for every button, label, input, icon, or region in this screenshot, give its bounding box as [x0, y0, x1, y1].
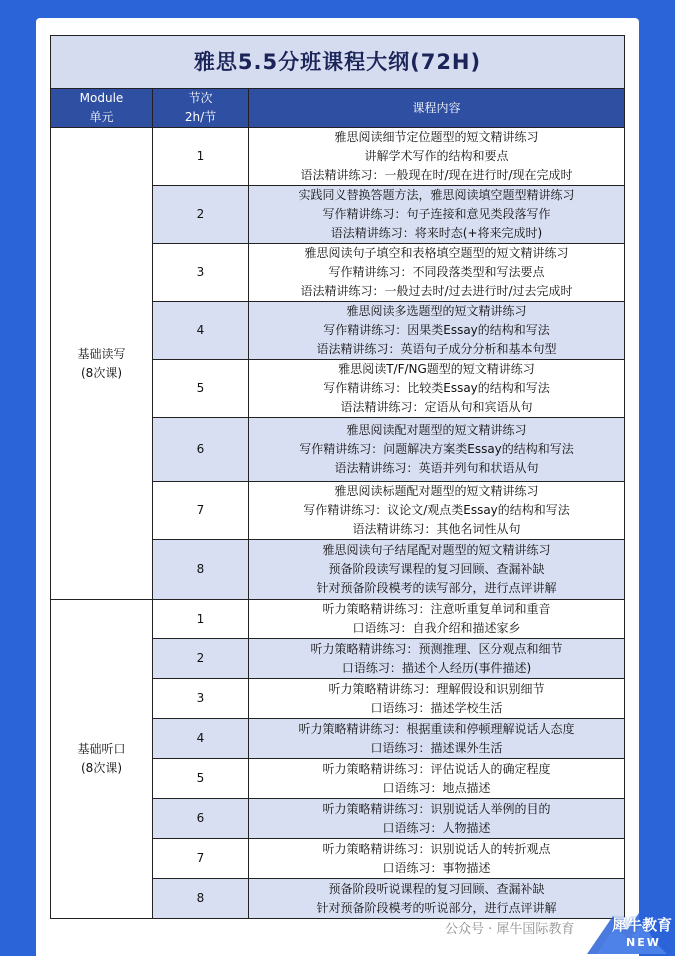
content-line: 写作精讲练习：问题解决方案类Essay的结构和写法	[299, 442, 574, 456]
syllabus-table	[50, 35, 625, 919]
content-line: 口语练习：事物描述	[382, 860, 491, 875]
session-header-unit: 2h/节	[184, 110, 217, 124]
content-line: 预备阶段听说课程的复习回顾、查漏补缺	[328, 881, 545, 896]
session-number: 8	[153, 540, 249, 600]
session-number: 1	[153, 600, 249, 639]
content-line: 口语练习：人物描述	[382, 820, 491, 835]
content-line: 听力策略精讲练习：注意听重复单词和重音	[322, 602, 551, 616]
content-line: 听力策略精讲练习：理解假设和识别细节	[328, 681, 545, 696]
session-number: 7	[153, 482, 249, 540]
content-line: 听力策略精讲练习：识别说话人的转折观点	[322, 841, 551, 856]
content-line: 口语练习：描述课外生活	[370, 740, 503, 755]
content-line: 写作精讲练习：因果类Essay的结构和写法	[323, 323, 550, 337]
session-content	[249, 719, 625, 759]
content-line: 口语练习：描述个人经历(事件描述)	[341, 660, 532, 675]
module-name: 基础读写	[77, 346, 126, 361]
content-line: 雅思阅读句子结尾配对题型的短文精讲练习	[322, 543, 551, 557]
session-content	[249, 759, 625, 799]
content-header: 课程内容	[249, 89, 625, 128]
session-content	[249, 244, 625, 302]
session-content	[249, 418, 625, 482]
content-line: 听力策略精讲练习：预测推理、区分观点和细节	[310, 641, 563, 656]
content-line: 写作精讲练习：议论文/观点类Essay的结构和写法	[303, 503, 570, 517]
session-number: 6	[153, 418, 249, 482]
session-content	[249, 360, 625, 418]
content-line: 雅思阅读多选题型的短文精讲练习	[346, 304, 527, 318]
content-line: 语法精讲练习：一般过去时/过去进行时/过去完成时	[300, 284, 573, 298]
content-line: 语法精讲练习：定语从句和宾语从句	[340, 400, 533, 414]
content-line: 雅思阅读句子填空和表格填空题型的短文精讲练习	[304, 246, 569, 260]
content-line: 预备阶段读写课程的复习回顾、查漏补缺	[328, 562, 545, 576]
session-number: 5	[153, 360, 249, 418]
session-content	[249, 128, 625, 186]
module-cell	[51, 600, 153, 919]
watermark-text: 公众号 · 犀牛国际教育	[445, 922, 575, 937]
logo-text: 犀牛教育	[612, 916, 673, 934]
content-line: 语法精讲练习：一般现在时/现在进行时/现在完成时	[300, 168, 573, 182]
content-line: 针对预备阶段模考的读写部分，进行点评讲解	[316, 581, 557, 595]
content-line: 听力策略精讲练习：评估说话人的确定程度	[322, 761, 551, 776]
content-line: 语法精讲练习：英语句子成分分析和基本句型	[316, 342, 557, 356]
session-header	[153, 89, 249, 128]
session-content	[249, 482, 625, 540]
content-line: 听力策略精讲练习：识别说话人举例的目的	[322, 801, 551, 816]
table-row	[51, 600, 625, 639]
session-content	[249, 839, 625, 879]
module-name: (8次课)	[81, 761, 122, 775]
session-content	[249, 600, 625, 639]
session-header-label: 节次	[188, 91, 213, 105]
content-line: 雅思阅读T/F/NG题型的短文精讲练习	[338, 362, 535, 376]
content-line: 雅思阅读标题配对题型的短文精讲练习	[334, 484, 539, 498]
session-number: 3	[153, 679, 249, 719]
content-line: 口语练习：描述学校生活	[370, 700, 503, 715]
logo-subtext: NEW	[626, 936, 661, 949]
content-line: 语法精讲练习：其他名词性从句	[352, 522, 521, 536]
session-number: 3	[153, 244, 249, 302]
session-content	[249, 879, 625, 919]
session-content	[249, 302, 625, 360]
session-number: 2	[153, 186, 249, 244]
content-line: 雅思阅读配对题型的短文精讲练习	[346, 423, 527, 437]
content-line: 实践同义替换答题方法，雅思阅读填空题型精讲练习	[298, 188, 575, 202]
module-cell	[51, 128, 153, 600]
module-name: (8次课)	[81, 365, 122, 380]
session-number: 4	[153, 302, 249, 360]
session-number: 8	[153, 879, 249, 919]
session-content	[249, 540, 625, 600]
session-number: 2	[153, 639, 249, 679]
session-number: 5	[153, 759, 249, 799]
session-content	[249, 679, 625, 719]
table-row	[51, 128, 625, 186]
module-name: 基础听口	[77, 742, 126, 756]
module-header-en: Module	[79, 91, 124, 105]
session-content	[249, 799, 625, 839]
content-line: 写作精讲练习：不同段落类型和写法要点	[328, 265, 545, 279]
content-line: 雅思阅读细节定位题型的短文精讲练习	[334, 130, 539, 144]
content-line: 口语练习：地点描述	[382, 780, 491, 795]
content-line: 针对预备阶段模考的听说部分，进行点评讲解	[316, 900, 557, 915]
content-line: 语法精讲练习：将来时态(+将来完成时)	[330, 226, 543, 240]
session-number: 7	[153, 839, 249, 879]
module-header	[51, 89, 153, 128]
session-content	[249, 186, 625, 244]
syllabus-body	[51, 128, 625, 919]
content-line: 听力策略精讲练习：根据重读和停顿理解说话人态度	[298, 721, 575, 736]
content-line: 口语练习：自我介绍和描述家乡	[352, 621, 521, 635]
session-content	[249, 639, 625, 679]
content-line: 写作精讲练习：比较类Essay的结构和写法	[323, 381, 550, 395]
top-bar	[0, 0, 675, 18]
content-line: 写作精讲练习：句子连接和意见类段落写作	[322, 207, 551, 221]
module-header-cn: 单元	[89, 110, 114, 124]
content-line: 讲解学术写作的结构和要点	[364, 149, 509, 163]
session-number: 4	[153, 719, 249, 759]
session-number: 6	[153, 799, 249, 839]
content-line: 语法精讲练习：英语并列句和状语从句	[334, 461, 539, 475]
session-number: 1	[153, 128, 249, 186]
page-title: 雅思5.5分班课程大纲(72H)	[51, 36, 625, 89]
